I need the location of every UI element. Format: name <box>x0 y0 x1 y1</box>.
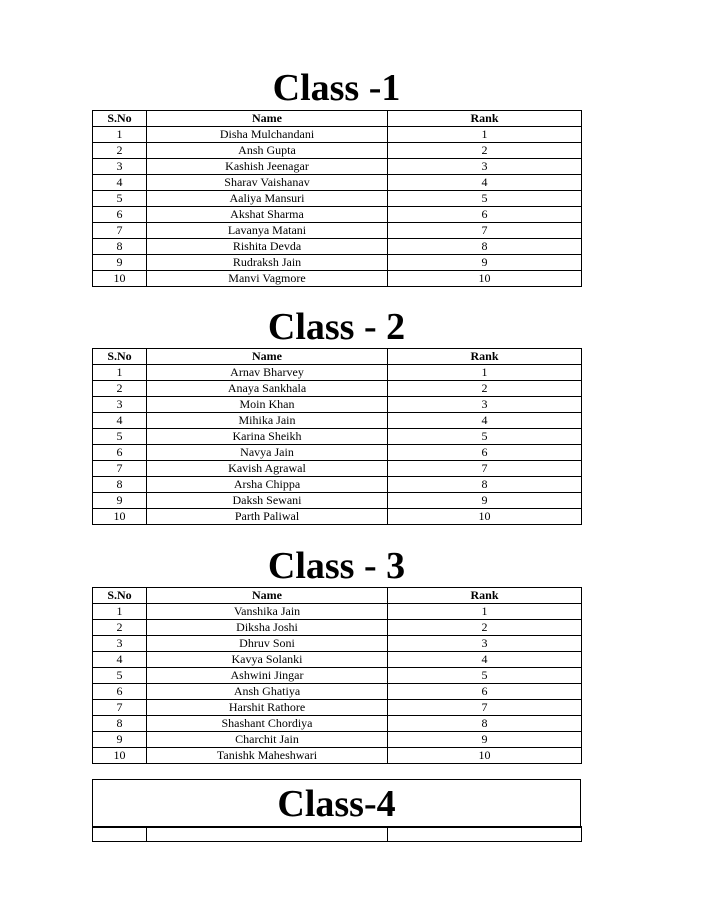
class-4-table <box>92 826 582 842</box>
sno-cell: 4 <box>93 175 147 191</box>
sno-cell: 9 <box>93 493 147 509</box>
class-3-table <box>92 587 582 764</box>
name-cell: Arnav Bharvey <box>147 365 388 381</box>
rank-cell: 2 <box>388 143 582 159</box>
table-row <box>93 461 582 477</box>
name-cell: Ansh Gupta <box>147 143 388 159</box>
name-cell: Aaliya Mansuri <box>147 191 388 207</box>
sno-cell: 6 <box>93 207 147 223</box>
table-row <box>93 127 582 143</box>
rank-cell: 2 <box>388 620 582 636</box>
sno-cell: 3 <box>93 159 147 175</box>
name-cell: Disha Mulchandani <box>147 127 388 143</box>
rank-header: Rank <box>388 111 582 127</box>
table-row <box>93 732 582 748</box>
rank-cell: 9 <box>388 732 582 748</box>
table-row <box>93 365 582 381</box>
rank-cell: 7 <box>388 700 582 716</box>
table-row <box>93 271 582 287</box>
sno-cell: 10 <box>93 509 147 525</box>
sno-cell: 6 <box>93 684 147 700</box>
table-row <box>93 239 582 255</box>
rank-cell: 9 <box>388 493 582 509</box>
table-row <box>93 223 582 239</box>
table-row <box>93 191 582 207</box>
class-3-title: Class - 3 <box>267 545 406 587</box>
name-cell: Kashish Jeenagar <box>147 159 388 175</box>
table-header-row <box>93 111 582 127</box>
name-cell: Arsha Chippa <box>147 477 388 493</box>
rank-cell: 10 <box>388 271 582 287</box>
rank-header: Rank <box>388 349 582 365</box>
sno-cell: 4 <box>93 413 147 429</box>
sno-cell: 10 <box>93 748 147 764</box>
class-4-title-box <box>92 779 581 828</box>
sno-cell: 4 <box>93 652 147 668</box>
class-1-title: Class -1 <box>272 67 401 109</box>
table-row <box>93 413 582 429</box>
sno-header: S.No <box>93 111 147 127</box>
rank-cell: 9 <box>388 255 582 271</box>
rank-cell: 7 <box>388 461 582 477</box>
rank-cell: 8 <box>388 716 582 732</box>
sno-cell: 2 <box>93 381 147 397</box>
name-cell: Navya Jain <box>147 445 388 461</box>
sno-cell: 5 <box>93 191 147 207</box>
name-header: Name <box>147 588 388 604</box>
name-cell: Sharav Vaishanav <box>147 175 388 191</box>
sno-cell: 1 <box>93 604 147 620</box>
sno-cell: 6 <box>93 445 147 461</box>
table-row <box>93 477 582 493</box>
rank-cell: 3 <box>388 636 582 652</box>
class-1-rows <box>93 127 582 287</box>
sno-cell: 7 <box>93 461 147 477</box>
name-cell: Manvi Vagmore <box>147 271 388 287</box>
sno-cell: 10 <box>93 271 147 287</box>
name-cell: Karina Sheikh <box>147 429 388 445</box>
table-row <box>93 159 582 175</box>
name-header: Name <box>147 111 388 127</box>
rank-cell: 8 <box>388 239 582 255</box>
sno-cell: 3 <box>93 636 147 652</box>
sno-cell: 8 <box>93 239 147 255</box>
name-cell: Lavanya Matani <box>147 223 388 239</box>
rank-header: Rank <box>388 588 582 604</box>
name-cell: Moin Khan <box>147 397 388 413</box>
table-row <box>93 716 582 732</box>
table-row <box>93 143 582 159</box>
sno-cell: 2 <box>93 620 147 636</box>
table-row <box>93 652 582 668</box>
rank-cell: 5 <box>388 191 582 207</box>
table-row <box>93 445 582 461</box>
table-row <box>93 493 582 509</box>
sno-cell: 8 <box>93 477 147 493</box>
table-row <box>93 255 582 271</box>
rank-cell: 3 <box>388 397 582 413</box>
rank-cell: 1 <box>388 365 582 381</box>
table-header-row <box>93 588 582 604</box>
name-cell: Akshat Sharma <box>147 207 388 223</box>
table-row <box>93 668 582 684</box>
name-cell: Dhruv Soni <box>147 636 388 652</box>
rank-cell: 3 <box>388 159 582 175</box>
class-2-title: Class - 2 <box>267 306 406 348</box>
rank-cell: 4 <box>388 413 582 429</box>
name-cell: Shashant Chordiya <box>147 716 388 732</box>
table-row <box>93 397 582 413</box>
sno-cell: 5 <box>93 668 147 684</box>
sno-cell: 2 <box>93 143 147 159</box>
table-row <box>93 175 582 191</box>
name-cell: Charchit Jain <box>147 732 388 748</box>
rank-cell: 4 <box>388 652 582 668</box>
table-row <box>93 620 582 636</box>
class-1-table <box>92 110 582 287</box>
sno-cell <box>93 827 147 842</box>
rank-cell: 10 <box>388 748 582 764</box>
rank-cell: 5 <box>388 668 582 684</box>
name-cell: Parth Paliwal <box>147 509 388 525</box>
sno-header: S.No <box>93 588 147 604</box>
name-cell: Ashwini Jingar <box>147 668 388 684</box>
class-3-rows <box>93 604 582 764</box>
table-row <box>93 604 582 620</box>
sno-cell: 9 <box>93 732 147 748</box>
table-row <box>93 207 582 223</box>
sno-cell: 1 <box>93 365 147 381</box>
table-row <box>93 381 582 397</box>
sno-cell: 5 <box>93 429 147 445</box>
table-row <box>93 429 582 445</box>
rank-cell: 6 <box>388 445 582 461</box>
name-cell: Daksh Sewani <box>147 493 388 509</box>
rank-cell: 10 <box>388 509 582 525</box>
rank-cell: 4 <box>388 175 582 191</box>
name-cell: Kavish Agrawal <box>147 461 388 477</box>
sno-cell: 1 <box>93 127 147 143</box>
rank-cell: 8 <box>388 477 582 493</box>
name-cell: Tanishk Maheshwari <box>147 748 388 764</box>
name-header: Name <box>147 349 388 365</box>
table-row <box>93 509 582 525</box>
rank-cell: 7 <box>388 223 582 239</box>
table-row <box>93 700 582 716</box>
table-row <box>93 636 582 652</box>
rank-cell: 1 <box>388 127 582 143</box>
table-row <box>93 748 582 764</box>
table-row <box>93 684 582 700</box>
sno-cell: 3 <box>93 397 147 413</box>
name-cell: Rishita Devda <box>147 239 388 255</box>
table-header-row <box>93 349 582 365</box>
sno-cell: 9 <box>93 255 147 271</box>
sno-cell: 7 <box>93 223 147 239</box>
name-cell: Harshit Rathore <box>147 700 388 716</box>
sno-cell: 7 <box>93 700 147 716</box>
rank-cell: 5 <box>388 429 582 445</box>
table-row <box>93 827 582 842</box>
class-2-rows <box>93 365 582 525</box>
rank-cell: 6 <box>388 684 582 700</box>
name-cell: Ansh Ghatiya <box>147 684 388 700</box>
class-2-table <box>92 348 582 525</box>
sno-header: S.No <box>93 349 147 365</box>
rank-cell: 2 <box>388 381 582 397</box>
sno-cell: 8 <box>93 716 147 732</box>
name-cell: Diksha Joshi <box>147 620 388 636</box>
name-cell: Anaya Sankhala <box>147 381 388 397</box>
name-cell: Vanshika Jain <box>147 604 388 620</box>
rank-cell: 1 <box>388 604 582 620</box>
name-cell: Kavya Solanki <box>147 652 388 668</box>
rank-cell <box>388 827 582 842</box>
name-cell: Mihika Jain <box>147 413 388 429</box>
name-cell <box>147 827 388 842</box>
class-4-title: Class-4 <box>277 783 396 825</box>
name-cell: Rudraksh Jain <box>147 255 388 271</box>
rank-cell: 6 <box>388 207 582 223</box>
